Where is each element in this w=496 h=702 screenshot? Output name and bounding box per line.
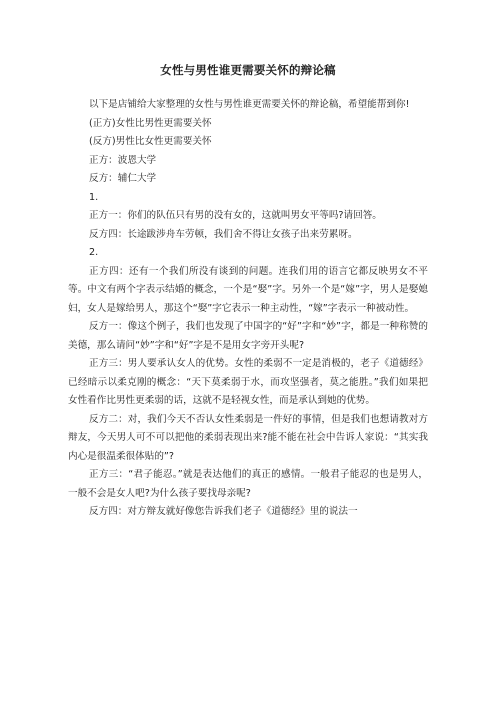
paragraph-intro: 以下是店铺给大家整理的女性与男性谁更需要关怀的辩论稿，希望能帮到你! [89,99,410,110]
paragraph-exchange: 反方二：对，我们今天不否认女性柔弱是一件好的事情，但是我们也想请教对方辩友，今天男人可不可以把他的柔弱表现出来?能不能在社会中告诉人家说：“其实我内心是很温柔很体贴的”? [68,413,428,462]
paragraph-exchange: 正方四：还有一个我们所没有谈到的问题。连我们用的语言它都反映男女不平等。中文有两个字表示结婚的概念，一个是“娶”字。另外一个是“嫁”字，男人是娶媳妇，女人是嫁给男人，那这个“娶”字它表示一种主动性，“嫁”字表示一种被动性。 [68,265,428,314]
paragraph-negative-team: 反方：辅仁大学 [89,173,157,184]
paragraph-exchange: 正方三：“君子能忍。”就是表达他们的真正的感情。一般君子能忍的也是男人，一般不会是女人吧?为什么孩子要找母亲呢? [68,469,428,499]
paragraph-exchange: 反方四：对方辩友就好像您告诉我们老子《道德经》里的说法一 [89,506,358,517]
paragraph-affirmative-team: 正方：波恩大学 [89,154,157,166]
paragraph-affirmative-motion: (正方)女性比男性更需要关怀 [89,117,212,129]
document-body [68,96,428,522]
paragraph-exchange: 正方一：你们的队伍只有男的没有女的，这就叫男女平等吗?请回答。 [89,210,382,221]
paragraph-negative-motion: (反方)男性比女性更需要关怀 [89,136,212,147]
paragraph-section-2: 2. [89,247,99,258]
paragraph-exchange: 反方四：长途跋涉舟车劳顿，我们舍不得让女孩子出来劳累呀。 [89,228,358,240]
paragraph-section-1: 1. [89,191,99,203]
paragraph-exchange: 正方三：男人要承认女人的优势。女性的柔弱不一定是消极的，老子《道德经》已经暗示以柔克刚的概念：“天下莫柔弱于水，而攻坚强者，莫之能胜。”我们如果把女性看作比男性更柔弱的话，这就不是轻视女性，而是承认到她的优势。 [68,358,428,406]
document-title: 女性与男性谁更需要关怀的辩论稿 [160,63,336,77]
paragraph-exchange: 反方一：像这个例子，我们也发现了中国字的“好”字和“妙”字，都是一种称赞的美德，那么请问“妙”字和“好”字是不是用女字旁开头呢? [68,321,428,351]
